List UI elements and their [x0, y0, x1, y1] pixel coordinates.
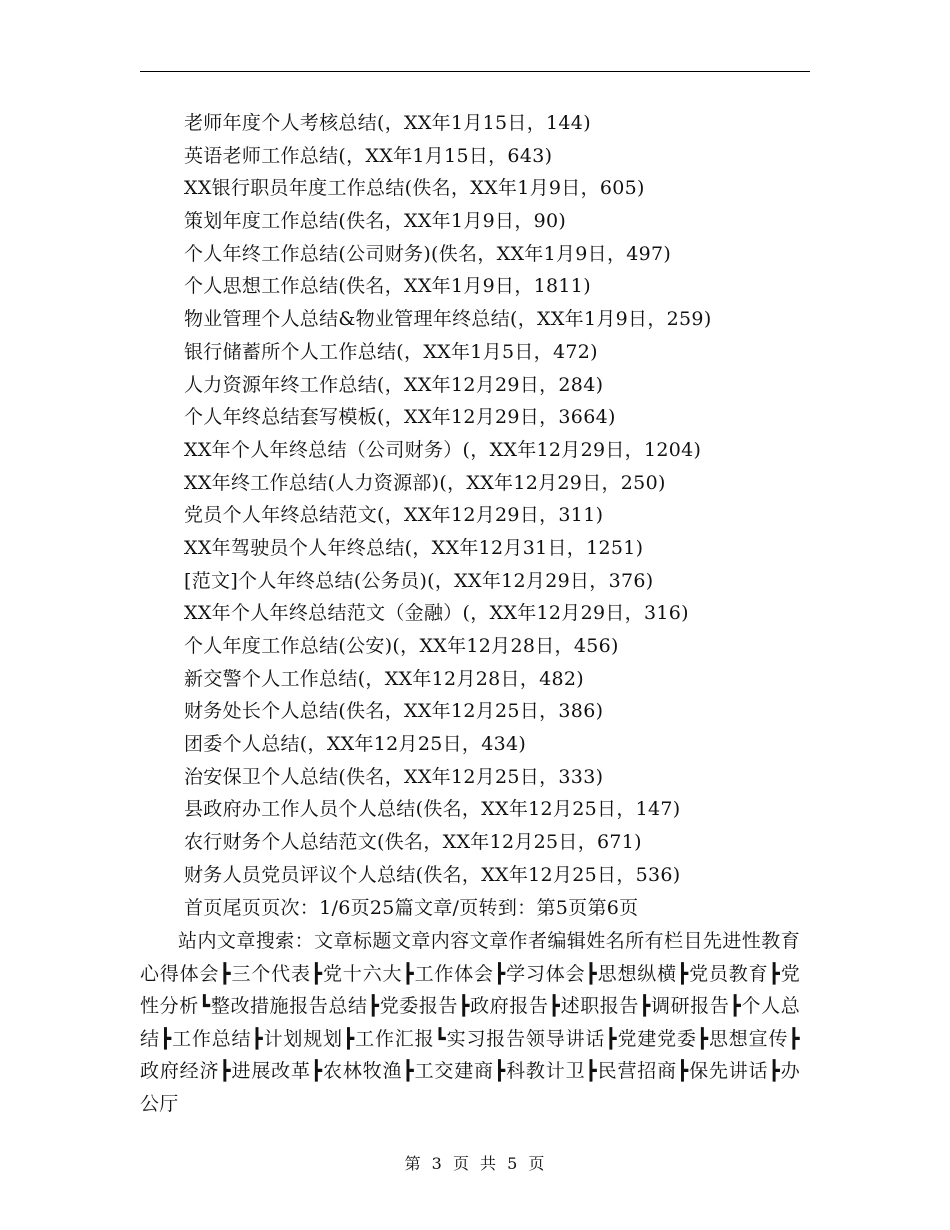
article-link[interactable]: 个人思想工作总结(佚名，XX年1月9日，1811)	[184, 275, 591, 298]
article-link[interactable]: XX银行职员年度工作总结(佚名，XX年1月9日，605)	[184, 177, 645, 200]
article-link[interactable]: 个人年终总结套写模板(，XX年12月29日，3664)	[184, 406, 616, 429]
article-link[interactable]: 县政府办工作人员个人总结(佚名，XX年12月25日，147)	[184, 798, 681, 821]
page-number-footer: 第 3 页 共 5 页	[404, 1154, 546, 1173]
article-link[interactable]: 财务处长个人总结(佚名，XX年12月25日，386)	[184, 700, 604, 723]
article-link[interactable]: 老师年度个人考核总结(，XX年1月15日，144)	[184, 112, 591, 134]
article-link[interactable]: 物业管理个人总结&物业管理年终总结(，XX年1月9日，259)	[184, 308, 712, 331]
article-link[interactable]: 个人年终工作总结(公司财务)(佚名，XX年1月9日，497)	[184, 242, 672, 265]
pagination[interactable]: 首页尾页页次：1/6页25篇文章/页转到：第5页第6页	[184, 897, 639, 919]
article-link[interactable]: [范文]个人年终总结(公务员)(，XX年12月29日，376)	[184, 569, 654, 592]
article-link[interactable]: 英语老师工作总结(，XX年1月15日，643)	[184, 144, 553, 167]
article-link[interactable]: XX年终工作总结(人力资源部)(，XX年12月29日，250)	[184, 471, 666, 494]
article-link[interactable]: 银行储蓄所个人工作总结(，XX年1月5日，472)	[184, 340, 598, 363]
header-rule	[140, 71, 810, 72]
article-link[interactable]: 财务人员党员评议个人总结(佚名，XX年12月25日，536)	[184, 863, 681, 886]
article-link[interactable]: 个人年度工作总结(公安)(，XX年12月28日，456)	[184, 635, 619, 657]
article-link[interactable]: 党员个人年终总结范文(，XX年12月29日，311)	[184, 504, 604, 527]
article-link[interactable]: 策划年度工作总结(佚名，XX年1月9日，90)	[184, 210, 567, 233]
article-link[interactable]: 治安保卫个人总结(佚名，XX年12月25日，333)	[184, 765, 604, 788]
article-list	[184, 107, 824, 892]
site-search-and-categories[interactable]: 站内文章搜索：文章标题文章内容文章作者编辑姓名所有栏目先进性教育心得体会┣三个代表┣党十六大┣工作体会┣学习体会┣思想纵横┣党员教育┣党性分析┗整改措施报告总结┣党委报告┣政府报告┣述职报告┣调研报告┣个人总结┣工作总结┣计划规划┣工作汇报┗实习报告领导讲话┣党建党委┣思想宣传┣政府经济┣进展改革┣农林牧渔┣工交建商┣科教计卫┣民营招商┣保先讲话┣办公厅	[140, 930, 800, 1115]
article-link[interactable]: XX年驾驶员个人年终总结(，XX年12月31日，1251)	[184, 536, 644, 559]
article-link[interactable]: XX年个人年终总结（公司财务）(，XX年12月29日，1204)	[184, 438, 702, 461]
article-link[interactable]: XX年个人年终总结范文（金融）(，XX年12月29日，316)	[184, 602, 689, 625]
article-link[interactable]: 团委个人总结(，XX年12月25日，434)	[184, 733, 527, 756]
article-link[interactable]: 农行财务个人总结范文(佚名，XX年12月25日，671)	[184, 831, 642, 854]
article-link[interactable]: 人力资源年终工作总结(，XX年12月29日，284)	[184, 373, 604, 396]
article-link[interactable]: 新交警个人工作总结(，XX年12月28日，482)	[184, 667, 584, 690]
